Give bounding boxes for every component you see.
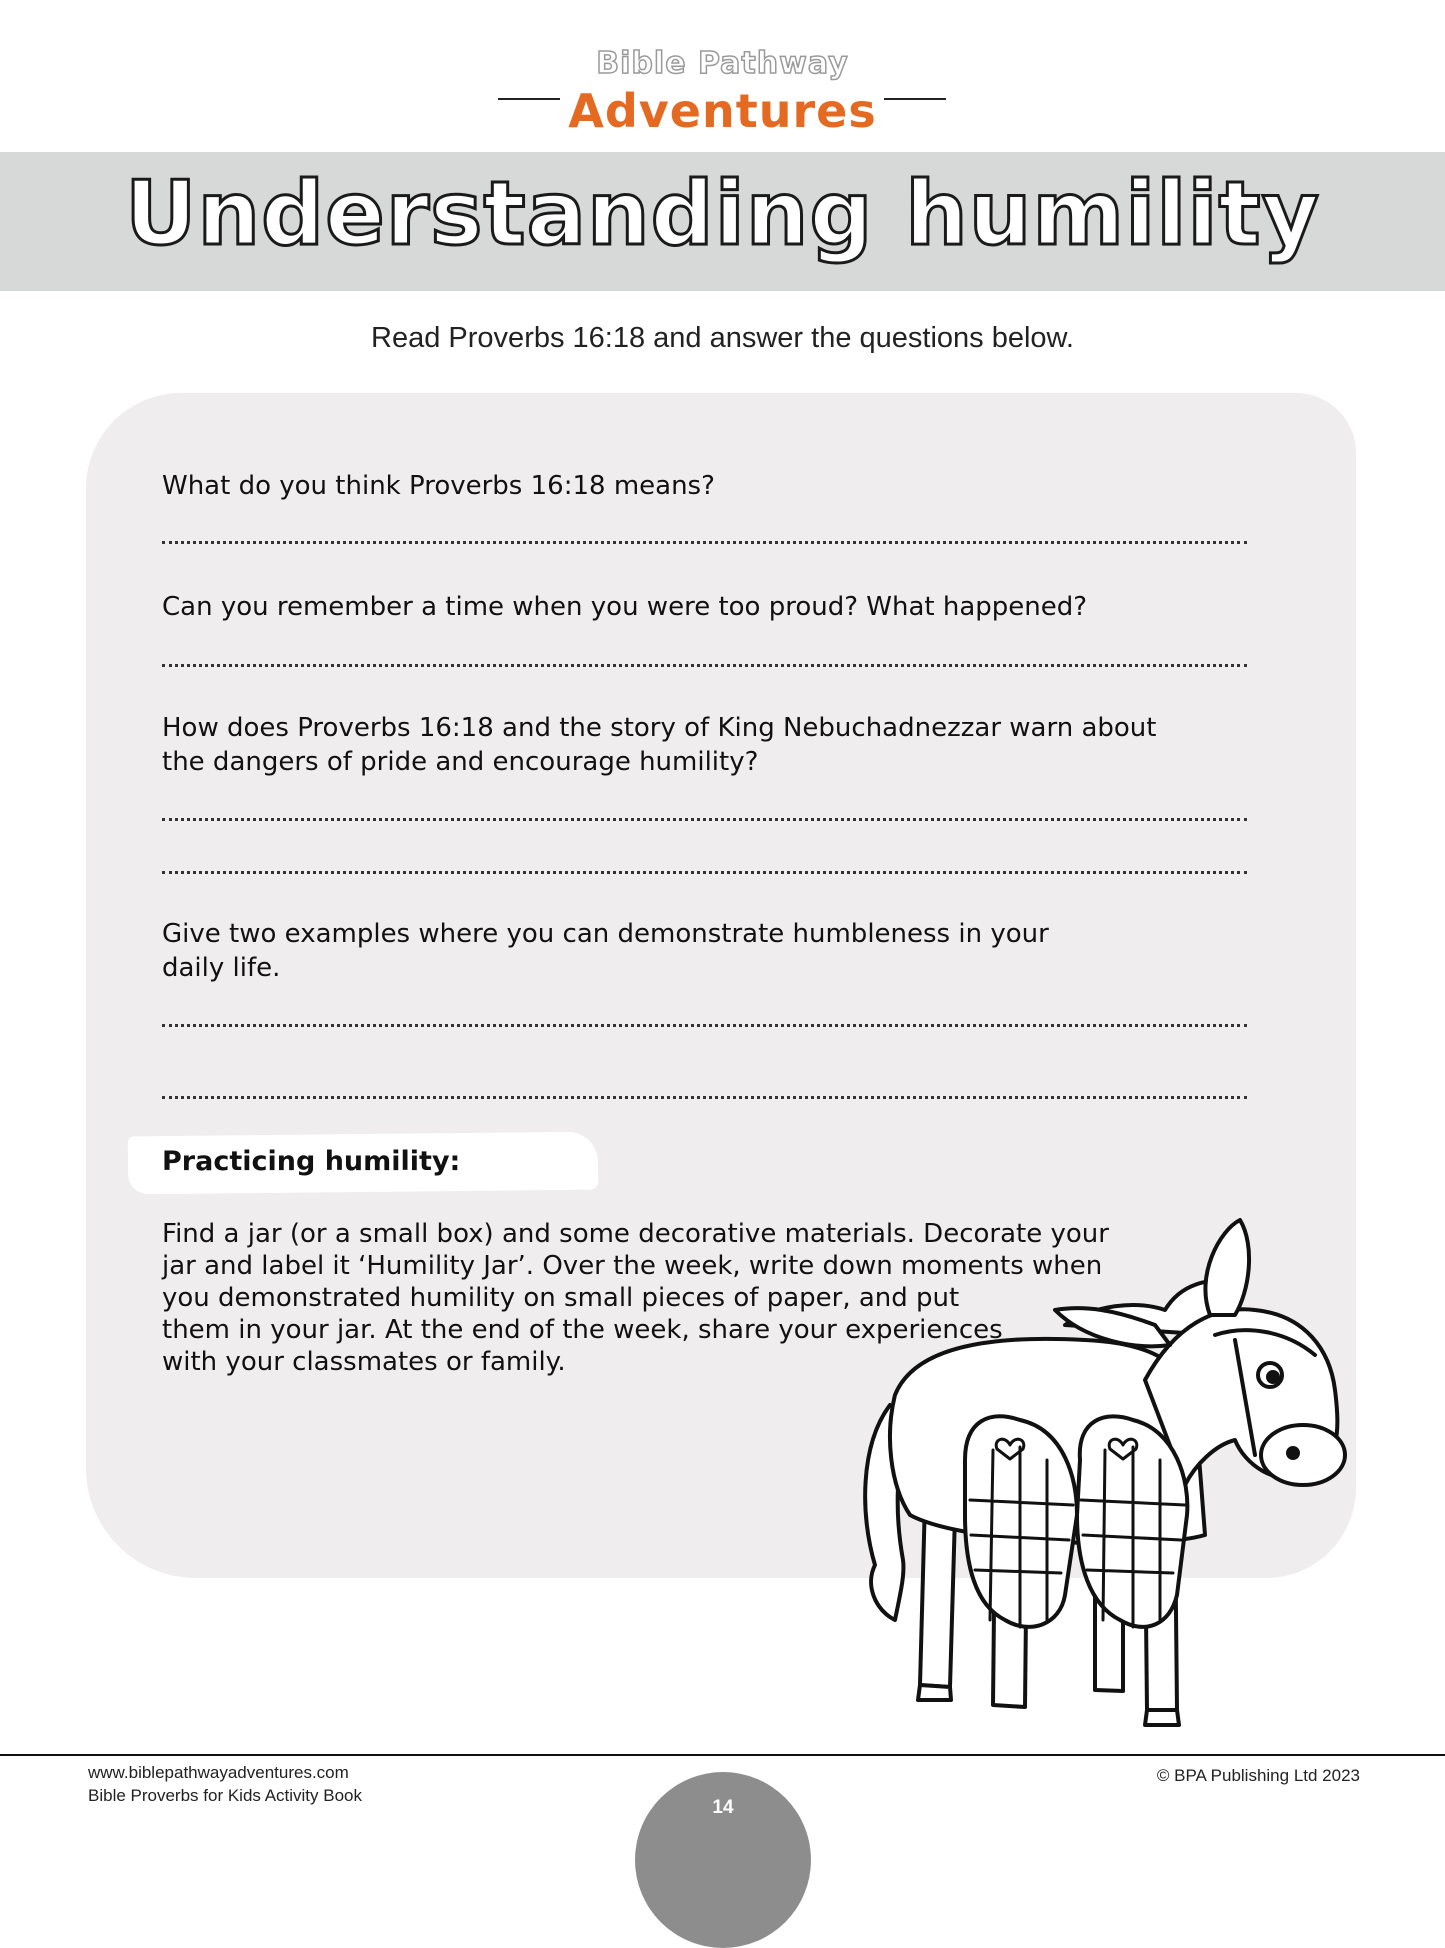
activity-line-3: you demonstrated humility on small pieces of paper, and put — [162, 1283, 960, 1313]
answer-line-4b[interactable] — [162, 1096, 1247, 1099]
question-3-line-2: the dangers of pride and encourage humility? — [162, 747, 759, 777]
question-1-line-1: What do you think Proverbs 16:18 means? — [162, 471, 715, 501]
answer-line-3b[interactable] — [162, 871, 1247, 874]
activity-line-5: with your classmates or family. — [162, 1347, 566, 1377]
logo-line2: Adventures — [568, 84, 877, 138]
practice-heading: Practicing humility: — [162, 1146, 461, 1177]
footer-copyright: © BPA Publishing Ltd 2023 — [1156, 1766, 1360, 1785]
page-number: 14 — [712, 1797, 734, 1818]
activity-line-1: Find a jar (or a small box) and some decorative materials. Decorate your — [162, 1219, 1109, 1249]
question-3 — [162, 711, 1262, 779]
footer-rule — [0, 1754, 1445, 1756]
page-title: Understanding humility — [124, 162, 1320, 265]
instruction-text: Read Proverbs 16:18 and answer the questions below. — [371, 322, 1074, 354]
question-4-line-1: Give two examples where you can demonstrate humbleness in your — [162, 919, 1049, 949]
answer-line-3a[interactable] — [162, 818, 1247, 821]
activity-line-4: them in your jar. At the end of the week, share your experiences — [162, 1315, 1003, 1345]
logo-right-rule — [884, 98, 946, 100]
logo-line1: Bible Pathway — [596, 46, 849, 81]
question-3-line-1: How does Proverbs 16:18 and the story of King Nebuchadnezzar warn about — [162, 713, 1157, 743]
question-2 — [162, 590, 1262, 624]
donkey-illustration — [815, 1215, 1370, 1740]
answer-line-2[interactable] — [162, 664, 1247, 667]
brand-logo — [0, 38, 1445, 148]
activity-line-2: jar and label it ‘Humility Jar’. Over the week, write down moments when — [162, 1251, 1103, 1281]
question-2-line-1: Can you remember a time when you were too proud? What happened? — [162, 592, 1088, 622]
answer-line-4a[interactable] — [162, 1024, 1247, 1027]
question-4 — [162, 917, 1262, 985]
footer-book-title: Bible Proverbs for Kids Activity Book — [88, 1786, 363, 1805]
question-4-line-2: daily life. — [162, 953, 281, 983]
question-1 — [162, 469, 1262, 503]
answer-line-1[interactable] — [162, 541, 1247, 544]
footer-website[interactable]: www.biblepathwayadventures.com — [88, 1763, 349, 1782]
